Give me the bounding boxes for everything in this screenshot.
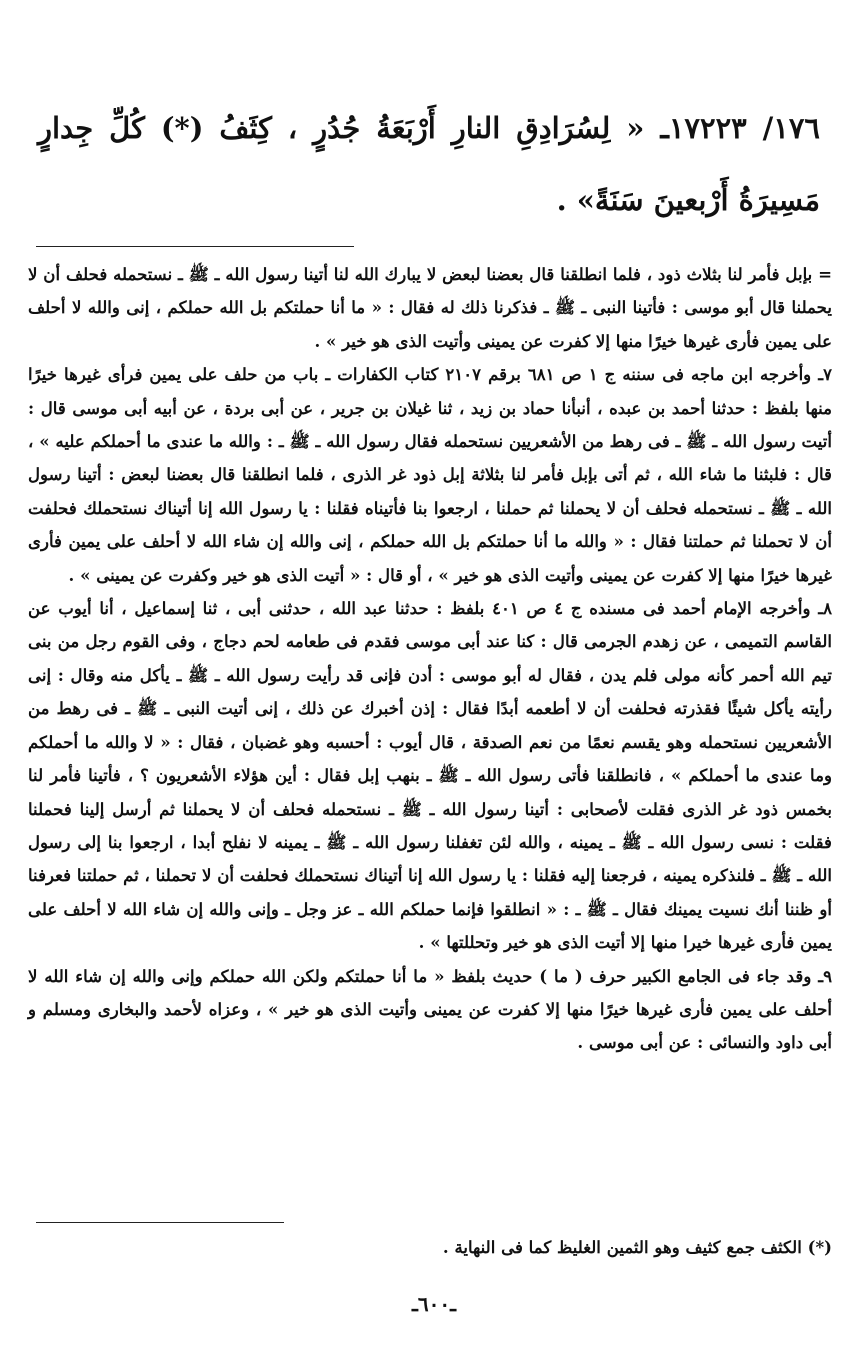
footnote-separator-top	[36, 246, 354, 247]
notes-section	[28, 258, 832, 1060]
note-paragraph-9: ٩ـ وقد جاء فى الجامع الكبير حرف ( ما ) حديث بلفظ « ما أنا حملتكم ولكن الله حملكم وإنى والله إن شاء الله لا أحلف على يمين فأرى غيرها خيرًا منها إلا كفرت عن يمينى وأتيت الذى هو خير » ، وعزاه لأحمد والبخارى ومسلم و أبى داود والنسائى : عن أبى موسى .	[28, 965, 832, 1053]
footnote: (*) الكثف جمع كثيف وهو الثمين الغليظ كما فى النهاية .	[442, 1237, 832, 1257]
hadith-text: ١٧٦/ ١٧٢٢٣ـ « لِسُرَادِقِ النارِ أَرْبَعَةُ جُدُرٍ ، كِثَفُ (*) كُلِّ جِدارٍ مَسِيرَةُ أَرْبعينَ سَنَةً» .	[38, 111, 820, 217]
footnote-separator-bottom	[36, 1222, 284, 1223]
note-paragraph-8: ٨ـ وأخرجه الإمام أحمد فى مسنده ج ٤ ص ٤٠١ بلفظ : حدثنا عبد الله ، حدثنى أبى ، ثنا إسماعيل ، أنا أيوب عن القاسم التميمى ، عن زهدم الجرمى قال : كنا عند أبى موسى فقدم فى طعامه لحم دجاج ، وفى القوم رجل من بنى تيم الله أحمر كأنه مولى فلم يدن ، فقال له أبو موسى : أدن فإنى قد رأيت رسول الله ـ ﷺ ـ يأكل منه وقال : إنى رأيته يأكل شيئًا فقذرته فحلفت أن لا أطعمه أبدًا فقال : إذن أخبرك عن ذلك ، إنى أتيت النبى ـ ﷺ ـ فى رهط من الأشعريين نستحمله وهو يقسم نعمًا من نعم الصدقة ، قال أيوب : أحسبه وهو غضبان ، فقال : « لا والله ما أحملكم وما عندى ما أحملكم » ، فانطلقنا فأتى رسول الله ـ ﷺ ـ بنهب إبل فقال : أين هؤلاء الأشعريون ؟ ، فأتينا فأمر لنا بخمس ذود غر الذرى فقلت لأصحابى : أتينا رسول الله ـ ﷺ ـ نستحمله فحلف أن لا يحملنا ثم أرسل إلينا فحملنا فقلت : نسى رسول الله ـ ﷺ ـ يمينه ، والله لئن تغفلنا رسول الله ـ ﷺ ـ يمينه لا نفلح أبدا ، ارجعوا بنا إلى رسول الله ـ ﷺ ـ فلنذكره يمينه ، فرجعنا إليه فقلنا : يا رسول الله إنا أتيناك نستحملك فحلفت أن لا تحملنا ، ثم حملتنا فعرفنا أو ظننا أنك نسيت يمينك فقال ـ ﷺ ـ : « انطلقوا فإنما حملكم الله ـ عز وجل ـ وإنى والله إن شاء الله لا أحلف على يمين فأرى غيرها خيرا منها إلا أتيت الذى هو خير وتحللتها » .	[28, 598, 832, 953]
note-paragraph-7: ٧ـ وأخرجه ابن ماجه فى سننه ج ١ ص ٦٨١ برقم ٢١٠٧ كتاب الكفارات ـ باب من حلف على يمين فرأى غيرها خيرًا منها بلفظ : حدثنا أحمد بن عبده ، أنبأنا حماد بن زيد ، ثنا غيلان بن جرير ، عن أبى بردة ، عن أبيه أبى موسى قال : أتيت رسول الله ـ ﷺ ـ فى رهط من الأشعريين نستحمله فقال رسول الله ـ ﷺ ـ : والله ما عندى ما أحملكم عليه » ، قال : فلبثنا ما شاء الله ، ثم أتى بإبل فأمر لنا بثلاثة إبل ذود غر الذرى ، فلما انطلقنا قال بعضنا لبعض : أتينا رسول الله ـ ﷺ ـ نستحمله فحلف أن لا يحملنا ثم حملنا ، ارجعوا بنا فأتيناه فقلنا : يا رسول الله إنا أتيناك نستحملك فحلفت أن لا تحملنا ثم حملتنا فقال : « والله ما أنا حملتكم بل الله حملكم ، إنى والله إن شاء الله لا أحلف على يمين فأرى غيرها خيرًا منها إلا كفرت عن يمينى وأتيت الذى هو خير » ، أو قال : « أتيت الذى هو خير وكفرت عن يمينى » .	[28, 364, 832, 585]
note-paragraph-continuation: = بإبل فأمر لنا بثلاث ذود ، فلما انطلقنا قال بعضنا لبعض لا يبارك الله لنا أتينا رسول الله ـ ﷺ ـ نستحمله فحلف أن لا يحملنا قال أبو موسى : فأتينا النبى ـ ﷺ ـ فذكرنا ذلك له فقال : « ما أنا حملتكم بل الله حملكم ، إنى والله لا أحلف على يمين فأرى غيرها خيرًا منها إلا كفرت عن يمينى وأتيت الذى هو خير » .	[28, 264, 832, 351]
page-number: ـ٦٠٠ـ	[412, 1292, 456, 1316]
